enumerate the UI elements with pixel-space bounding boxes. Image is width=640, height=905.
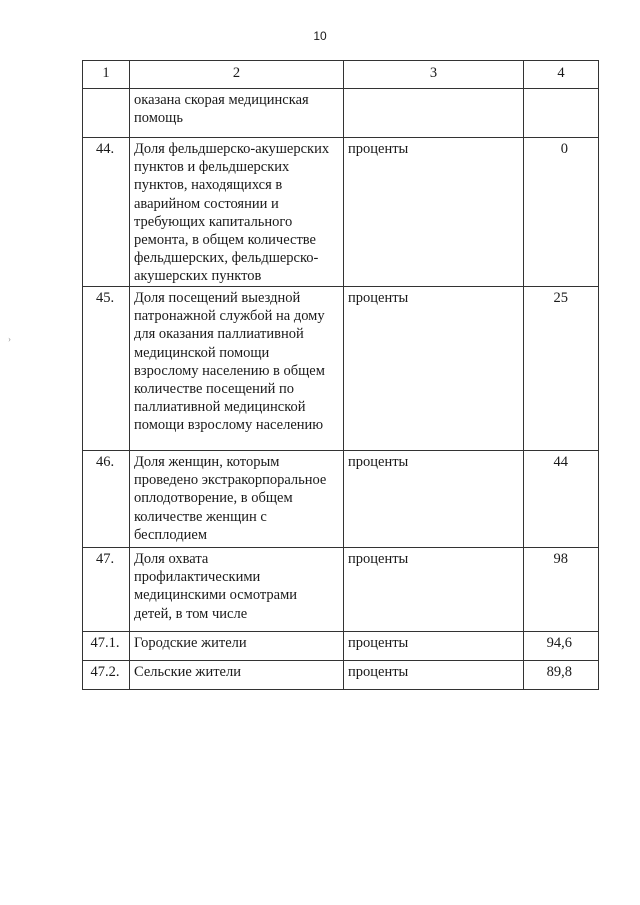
row-number: 47. [83,548,130,632]
table-row [83,287,599,451]
row-value: 98 [524,548,599,632]
row-unit: проценты [344,138,524,287]
row-unit: проценты [344,632,524,661]
row-unit: проценты [344,661,524,690]
table-row [83,89,599,138]
row-description: Доля женщин, которым проведено экстракорпоральное оплодотворение, в общем количестве женщин с бесплодием [130,451,344,548]
row-unit: проценты [344,548,524,632]
row-number: 46. [83,451,130,548]
row-value [524,89,599,138]
row-description: Доля фельдшерско-акушерских пунктов и фельдшерских пунктов, находящихся в аварийном состоянии и требующих капитального ремонта, в общем количестве фельдшерских, фельдшерско- акушерских пунктов [130,138,344,287]
row-description: Доля посещений выездной патронажной службой на дому для оказания паллиативной медицинской помощи взрослому населению в общем количестве посещений по паллиативной медицинской помощи взрослому населению [130,287,344,451]
row-number: 47.2. [83,661,130,690]
table-row [83,138,599,287]
header-cell-4: 4 [524,61,599,89]
row-value: 25 [524,287,599,451]
row-value: 0 [524,138,599,287]
table-header-row [83,61,599,89]
page-number: 10 [313,29,327,43]
row-description: Городские жители [130,632,344,661]
margin-mark: › [8,334,11,344]
header-cell-3: 3 [344,61,524,89]
row-number [83,89,130,138]
table-row [83,661,599,690]
row-description: Доля охвата профилактическими медицинскими осмотрами детей, в том числе [130,548,344,632]
row-description: оказана скорая медицинская помощь [130,89,344,138]
row-unit: проценты [344,287,524,451]
header-cell-1: 1 [83,61,130,89]
row-value: 89,8 [524,661,599,690]
row-value: 94,6 [524,632,599,661]
row-unit [344,89,524,138]
row-value: 44 [524,451,599,548]
header-cell-2: 2 [130,61,344,89]
row-number: 47.1. [83,632,130,661]
indicator-table [82,60,599,690]
table-row [83,632,599,661]
table-row [83,451,599,548]
row-unit: проценты [344,451,524,548]
row-number: 44. [83,138,130,287]
row-description: Сельские жители [130,661,344,690]
row-number: 45. [83,287,130,451]
table-row [83,548,599,632]
